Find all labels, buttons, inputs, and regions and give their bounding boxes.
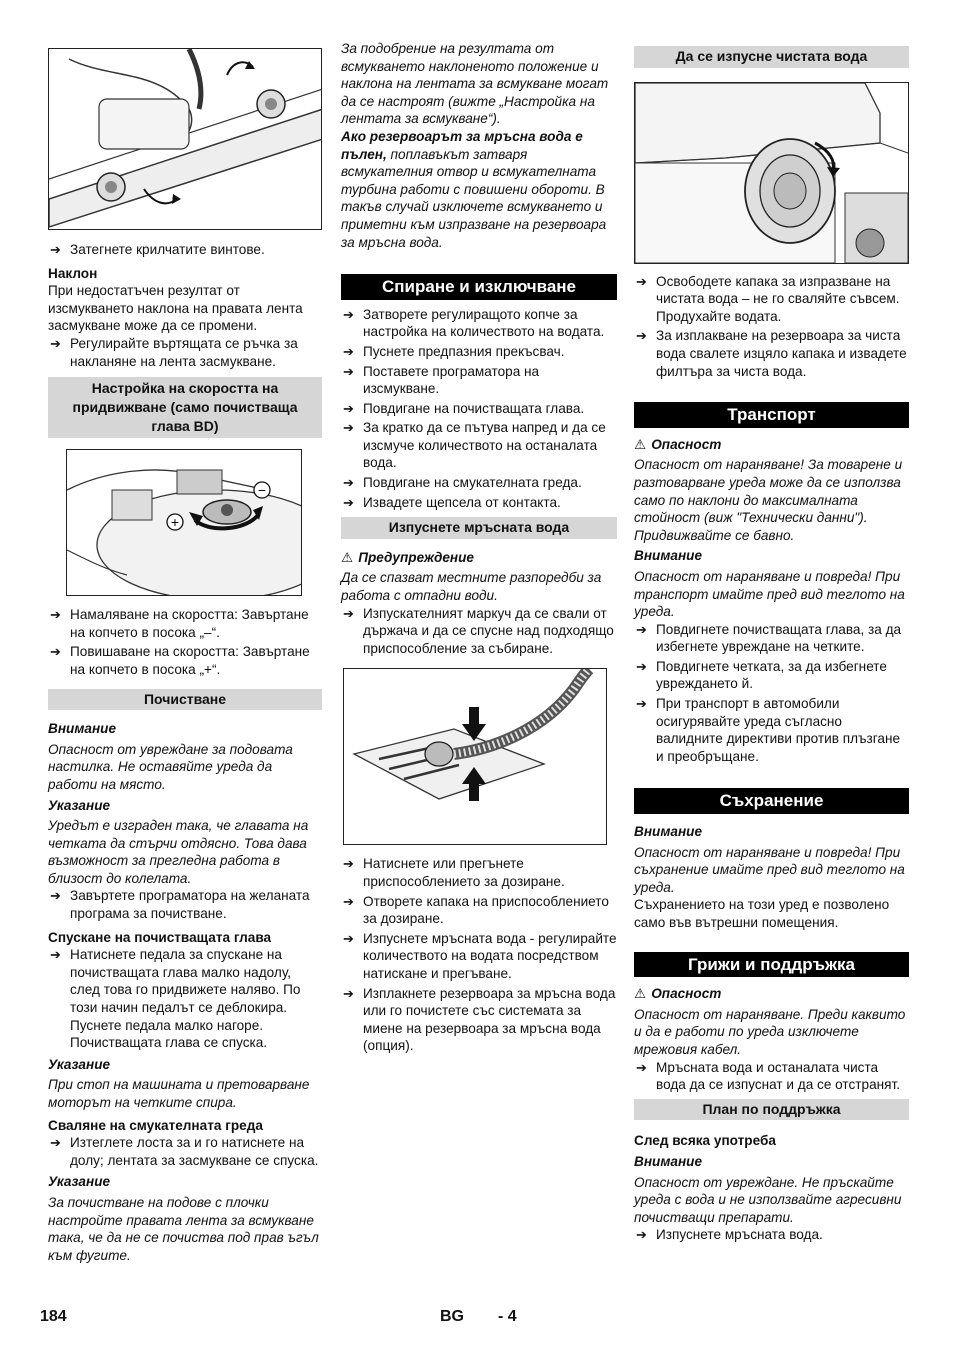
step-item: ➔ Поставете програматора на изсмукване.: [343, 363, 540, 397]
arrow-icon: ➔: [50, 888, 61, 904]
step-drain-hose: ➔ Изпускателният маркуч да се свали от държача и да се спусне над подходящо приспособление за събиране.: [343, 605, 614, 656]
step-item: ➔ За изплакване на резервоара за чиста вода свалете изцяло капака и извадете филтъра за чиста вода.: [636, 328, 907, 379]
arrow-icon: ➔: [343, 494, 354, 510]
step-speed-decrease: ➔ Намаляване на скоростта: Завъртане на копчето в посока „–“.: [50, 607, 309, 640]
step-drain-dirty: ➔ Изпуснете мръсната вода.: [636, 1227, 823, 1243]
arrow-icon: ➔: [343, 893, 354, 909]
transport-steps-list: [634, 621, 909, 766]
full-tank-text: Ако резервоарът за мръсна вода е пълен, поплавъкът затваря всмукателния отвор и всмукателната турбина работи с повишени обороти. В такъв случай изключете всмукването и приметни към изпразване на резервоара за мръсна вода.: [341, 128, 607, 250]
arrow-icon: ➔: [636, 1059, 647, 1075]
arrow-icon: ➔: [50, 335, 61, 351]
illustration-drain-hose: [344, 669, 606, 844]
tilt-heading: Наклон: [48, 265, 98, 281]
arrow-icon: ➔: [343, 605, 354, 621]
arrow-icon: ➔: [343, 930, 354, 946]
step-tilt: ➔ Регулирайте въртящата се ръчка за накланяне на лента засмукване.: [50, 335, 298, 369]
figure-drain-hose: [343, 668, 607, 845]
figure-squeegee-wingnuts: [48, 48, 322, 230]
tilt-text: При недостатъчен резултат от изсмукването наклона на правата лента засмукване може да се промени.: [48, 283, 303, 334]
step-item: ➔ Извадете щепсела от контакта.: [343, 494, 561, 510]
arrow-icon: ➔: [343, 400, 354, 416]
warning-icon: ⚠: [341, 549, 354, 565]
attention-text: Опасност от нараняване и повреда! При транспорт имайте пред вид теглото на уреда.: [634, 568, 905, 620]
stop-heading: Спиране и изключване: [341, 274, 617, 300]
drain-clean-heading: Да се изпусне чистата вода: [634, 46, 909, 68]
step-item: ➔ При транспорт в автомобили осигурявайте уреда съгласно валидните директиви против плъзгане и преобръщане.: [636, 696, 901, 764]
danger-label: ⚠ Опасност: [634, 436, 722, 452]
arrow-icon: ➔: [50, 1135, 61, 1151]
warning-icon: ⚠: [634, 436, 647, 452]
drain-dirty-heading: Изпуснете мръсната вода: [341, 517, 617, 539]
cleaning-heading: Почистване: [48, 689, 322, 711]
step-speed-increase: ➔ Повишаване на скоростта: Завъртане на копчето в посока „+“.: [50, 644, 310, 677]
step-item: ➔ Освободете капака за изпразване на чистата вода – не го сваляйте съвсем. Продухайте водата.: [636, 273, 900, 324]
arrow-icon: ➔: [50, 607, 61, 623]
step-tighten: ➔ Затегнете крилчатите винтове.: [50, 242, 265, 257]
step-item: ➔ Повдигане на почистващата глава.: [343, 400, 585, 416]
attention-label: Внимание: [634, 824, 703, 840]
step-item: ➔ Натиснете или прегънете приспособлението за дозиране.: [343, 856, 565, 889]
step-cleaning-program: ➔ Завъртете програматора на желаната програма за почистване.: [50, 888, 310, 922]
drain-steps-list: [341, 855, 617, 1055]
step-lower-beam: ➔ Изтеглете лоста за и го натиснете на долу; лентата за засмукване се спуска.: [50, 1135, 319, 1168]
note-text: За почистване на подове с плочки настройте правата лента за всмукване така, че да не се почиства под прав ъгъл към фугите.: [48, 1194, 319, 1263]
storage-text: Съхранението на този уред е позволено само във вътрешни помещения.: [634, 897, 890, 930]
arrow-icon: ➔: [343, 363, 354, 379]
note-text: Уредът е изграден така, че главата на четката да стърчи отдясно. Това дава възможност за прегледна работа в близост до колелата.: [48, 818, 309, 886]
arrow-icon: ➔: [343, 306, 354, 322]
step-item: ➔ Повдигнете почистващата глава, за да избегнете увреждане на четките.: [636, 621, 902, 655]
plus-symbol: +: [170, 514, 180, 531]
step-lower-head: ➔ Натиснете педала за спускане на почистващата глава малко надолу, след това го придвижете наляво. По този начин педалът се деблокира. Пуснете педала малко нагоре. Почистващата глава се спуска.: [50, 947, 301, 1051]
step-item: ➔ Повдигнете четката, за да избегнете увреждането й.: [636, 658, 887, 692]
arrow-icon: ➔: [343, 343, 354, 359]
arrow-icon: ➔: [50, 644, 61, 660]
note-label: Указание: [48, 1174, 111, 1190]
step-item: ➔ За кратко да се пътува напред и да се изсмуче количеството на останалата вода.: [343, 420, 606, 471]
transport-heading: Транспорт: [634, 402, 909, 428]
arrow-icon: ➔: [50, 947, 61, 963]
note-label: Указание: [48, 1056, 111, 1072]
warning-icon: ⚠: [634, 986, 647, 1002]
step-item: ➔ Изпуснете мръсната вода - регулирайте количеството на водата посредством натискане и прегъване.: [343, 930, 617, 981]
plan-heading: План по поддръжка: [634, 1099, 909, 1121]
note-label: Указание: [48, 797, 111, 813]
page-number: 184: [40, 1308, 67, 1325]
figure-clean-water-cap: [634, 82, 909, 264]
arrow-icon: ➔: [636, 328, 647, 344]
arrow-icon: ➔: [636, 696, 647, 712]
warning-text: Да се спазват местните разпоредби за работа с отпадни води.: [341, 570, 602, 604]
language-code: BG: [440, 1308, 464, 1325]
speed-heading: Настройка на скоростта на придвижване (само почистваща глава BD): [48, 377, 322, 438]
column-3: [634, 40, 909, 1244]
attention-label: Внимание: [634, 548, 703, 564]
minus-symbol: −: [257, 482, 267, 499]
stop-steps-list: [341, 306, 617, 512]
arrow-icon: ➔: [343, 420, 354, 436]
step-item: ➔ Повдигане на смукателната греда.: [343, 475, 582, 491]
attention-text: Опасност от увреждане за подовата настилка. Не оставяйте уреда да работи на място.: [48, 741, 293, 792]
section-number: - 4: [498, 1308, 517, 1325]
arrow-icon: ➔: [636, 1227, 647, 1243]
attention-label: Внимание: [634, 1153, 703, 1169]
figure-speed-knob: [66, 449, 302, 596]
attention-label: Внимание: [48, 721, 117, 737]
full-tank-bold: Ако резервоарът за мръсна вода е пълен,: [341, 128, 583, 162]
attention-text: Опасност от увреждане. Не пръскайте уреда с вода и не използвайте агресивни почистващи препарати.: [634, 1174, 902, 1225]
step-item: ➔ Изплакнете резервоара за мръсна вода или го почистете със системата за миене на резервоара за мръсна вода (опция).: [343, 985, 616, 1054]
column-2: [341, 40, 617, 1055]
drain-clean-steps-list: [634, 273, 909, 381]
arrow-icon: ➔: [343, 985, 354, 1001]
danger-text: Опасност от нараняване. Преди каквито и да е работи по уреда изключете мрежовия кабел.: [634, 1006, 906, 1057]
arrow-icon: ➔: [50, 242, 61, 257]
danger-label: ⚠ Опасност: [634, 986, 722, 1002]
arrow-icon: ➔: [343, 856, 354, 872]
warning-label: ⚠ Предупреждение: [341, 549, 474, 565]
step-item: ➔ Пуснете предпазния прекъсвач.: [343, 343, 565, 359]
attention-text: Опасност от нараняване и повреда! При съхранение имайте пред вид теглото на уреда.: [634, 844, 905, 895]
lower-head-heading: Спускане на почистващата глава: [48, 929, 272, 945]
step-item: ➔ Затворете регулиращото копче за настройка на количеството на водата.: [343, 306, 605, 340]
arrow-icon: ➔: [343, 475, 354, 491]
step-item: ➔ Отворете капака на приспособлението за дозиране.: [343, 893, 609, 927]
column-1: [48, 40, 322, 1264]
arrow-icon: ➔: [636, 621, 647, 637]
care-heading: Грижи и поддръжка: [634, 952, 909, 978]
storage-heading: Съхранение: [634, 788, 909, 814]
illustration-knob: [67, 450, 302, 595]
after-use-heading: След всяка употреба: [634, 1133, 776, 1149]
illustration-cap: [635, 83, 908, 263]
note-text: При стоп на машината и претоварване моторът на четките спира.: [48, 1077, 310, 1110]
step-drain-all: ➔ Мръсната вода и останалата чиста вода да се изпуснат и да се отстранят.: [636, 1059, 901, 1093]
arrow-icon: ➔: [636, 658, 647, 674]
lower-beam-heading: Сваляне на смукателната греда: [48, 1117, 263, 1133]
illustration-squeegee: [49, 49, 322, 229]
intro-text: За подобрение на резултата от всмукването наклоненото положение и наклона на лентата за всмукване могат да се настроят (вижте „Настройка на лентата за всмукване“).: [341, 41, 609, 127]
danger-text: Опасност от нараняване! За товарене и разтоварване уреда може да се използва само по наклони до максималната стойност (виж "Технически данни"). Придвижвайте се бавно.: [634, 457, 903, 543]
arrow-icon: ➔: [636, 273, 647, 289]
